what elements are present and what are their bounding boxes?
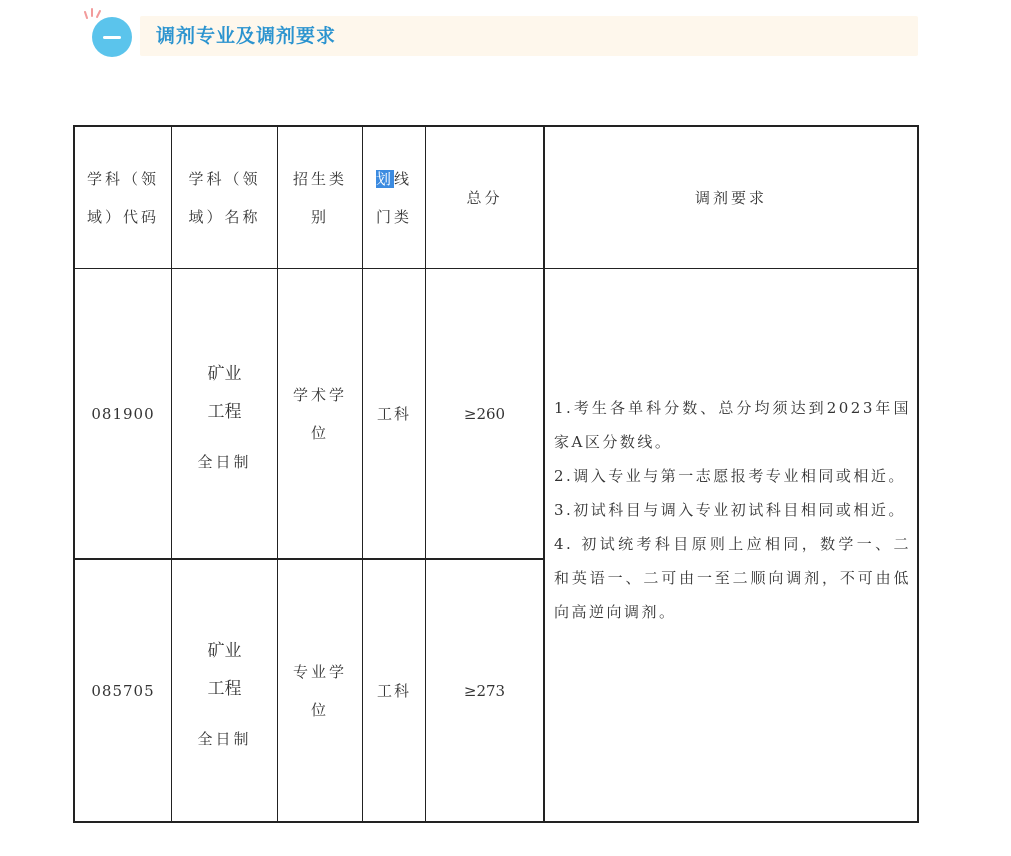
header-type-line1: 招生类 [292,169,347,188]
section-title: 调剂专业及调剂要求 [156,25,337,47]
header-line-category [363,127,425,268]
row1-name [172,269,277,558]
row2-type-line2: 位 [310,700,329,719]
row1-total: ≥260 [463,404,506,423]
row1-type-line1: 学术学 [292,385,347,404]
section-number-badge [92,17,132,57]
row2-study-mode: 全日制 [197,730,252,748]
header-code-line2: 域）代码 [86,207,159,226]
sparkle-icon [84,6,102,20]
requirements-text [554,391,911,629]
row2-total: ≥273 [463,681,506,700]
header-line-category-line2: 门类 [375,207,412,226]
requirement-item: 1.考生各单科分数、总分均须达到2023年国家A区分数线。 [554,399,911,451]
highlighted-char: 划 [375,169,394,188]
row2-name [172,560,277,821]
header-name-line2: 域）名称 [188,207,261,226]
requirement-item: 3.初试科目与调入专业初试科目相同或相近。 [554,501,906,519]
adjustment-table [73,125,919,823]
row2-category: 工科 [376,682,411,700]
header-name [172,127,277,268]
row1-name-line2: 工程 [207,402,242,422]
row1-category: 工科 [376,405,411,423]
row2-type [278,560,362,821]
header-name-line1: 学科（领 [188,169,261,188]
row2-code: 085705 [91,681,155,700]
section-number [103,36,121,39]
header-total-label: 总分 [466,188,503,207]
header-total [426,127,543,268]
header-code-line1: 学科（领 [86,169,159,188]
row2-name-line1: 矿业 [207,641,242,661]
requirement-item: 4. 初试统考科目原则上应相同，数学一、二和英语一、二可由一至二顺向调剂，不可由低向高逆向调剂。 [554,535,911,621]
row1-type-line2: 位 [310,423,329,442]
header-line-category-line1 [376,160,412,198]
header-type-line2: 别 [310,207,329,226]
requirement-item: 2.调入专业与第一志愿报考专业相同或相近。 [554,467,906,485]
row1-code: 081900 [91,404,155,423]
header-requirements-label: 调剂要求 [694,188,767,207]
header-line-rest: 线 [394,169,413,188]
header-requirements [545,127,917,268]
row1-type [278,269,362,558]
header-code [75,127,171,268]
row1-name-line1: 矿业 [207,364,242,384]
row1-study-mode: 全日制 [197,453,252,471]
row2-name-line2: 工程 [207,679,242,699]
row2-type-line1: 专业学 [292,662,347,681]
section-header [92,14,918,58]
header-type [278,127,362,268]
